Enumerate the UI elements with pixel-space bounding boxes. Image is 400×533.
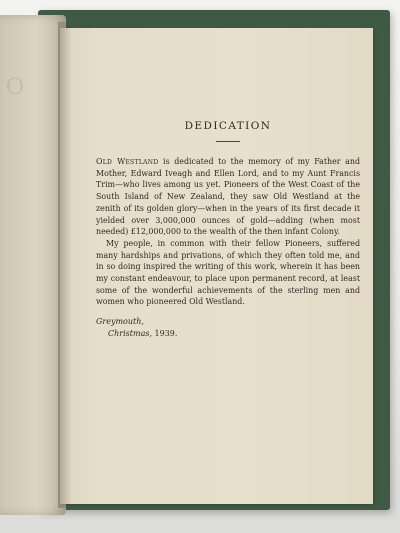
book-gutter-shadow xyxy=(58,22,72,508)
signature-date-line xyxy=(96,328,360,340)
show-through-mark: O xyxy=(6,75,27,100)
heading-divider xyxy=(216,141,240,142)
signature-block xyxy=(96,316,360,340)
book-title-smallcaps: Old Westland xyxy=(96,157,159,166)
dedication-page-content xyxy=(96,120,360,340)
page-heading: DEDICATION xyxy=(184,120,272,132)
paragraph-1-text: is dedicated to the memory of my Father and Mother, Edward Iveagh and Ellen Lord, and to my Aunt Francis Trim—who lives among us yet. Pioneers of the West Coast of the South Island of New Zealand, they saw Old Westland at the zenith of its golden glory—when in the years of its first decade it yielded over 3,000,000 ounces of gold—adding (when most needed) £12,000,000 to the wealth of the then infant Colony. xyxy=(96,157,360,237)
dedication-paragraph-2: My people, in common with their fellow Pioneers, suffered many hardships and privations, of which they often told me, and in so doing inspired the writing of this work, wherein it has been my constant endeavour, to place upon permanent record, at least some of the wonderful achievements of the sterling men and women who pioneered Old Westland. xyxy=(96,238,360,307)
left-page xyxy=(0,15,66,515)
dedication-paragraph-1 xyxy=(96,156,360,238)
signature-year: 1939. xyxy=(154,329,178,339)
signature-place: Greymouth, xyxy=(96,317,144,327)
signature-date: Christmas, xyxy=(108,329,152,339)
